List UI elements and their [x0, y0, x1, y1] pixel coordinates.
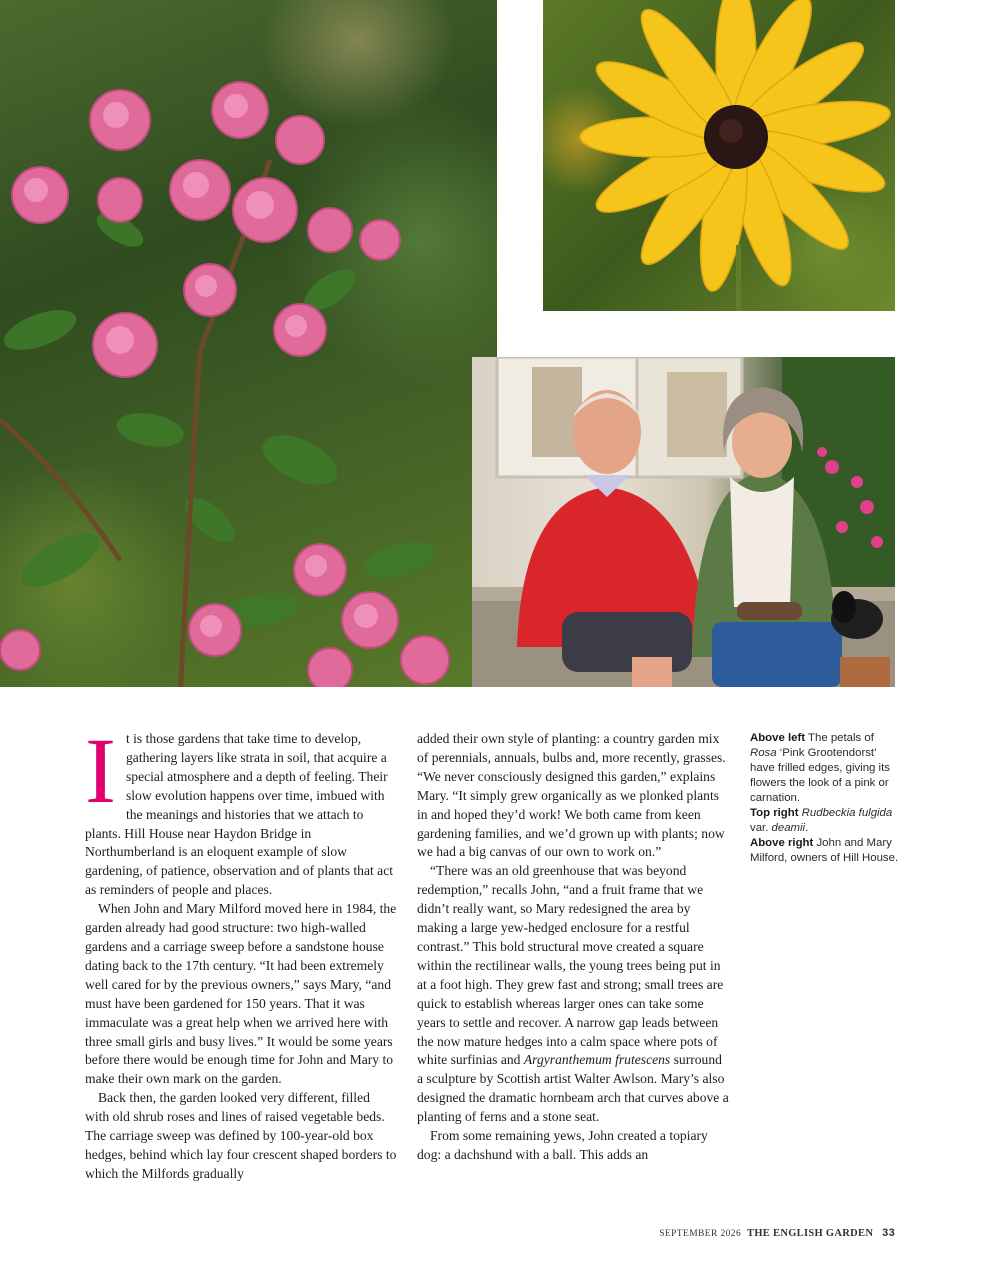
rudbeckia-illustration — [543, 0, 895, 311]
rose-photo — [0, 0, 497, 687]
caption-text: ‘Pink Grootendorst’ have frilled edges, giving its flowers the look of a pink or carnation. — [750, 747, 890, 804]
paragraph-4: added their own style of planting: a country garden mix of perennials, annuals, bulbs and, more recently, grasses. “We never consciously designed this garden,” explains Mary. “It simply grew organically as we plonked plants in and hoped they’d work! We both came from keen gardening families, and we’d grown up with plants; now we had a big canvas of our own to work on.” — [417, 731, 726, 860]
rudbeckia-photo — [543, 0, 895, 311]
paragraph-1 — [85, 720, 397, 900]
caption-text: The petals of — [805, 732, 874, 744]
rose-illustration — [0, 0, 497, 687]
paragraph-5 — [417, 862, 729, 1127]
paragraph-5-text-a: “There was an old greenhouse that was beyond redemption,” recalls John, “and a fruit frame that we didn’t really want, so Mary redesigned the area by making a large yew-hedged enclosure for a restful contrast.” This bold structural move created a square within the rectilinear walls, the young trees being put in at a foot high. They grew fast and strong; small trees are quick to establish whereas larger ones can take some years to settle and recover. A narrow gap leads between the now mature hedges into a calm space where pots of white surfinias and — [417, 863, 724, 1068]
rose-blooms — [0, 82, 449, 687]
caption-text: John and Mary Milford, owners of Hill House. — [750, 837, 899, 864]
caption-italic: Rosa — [750, 747, 777, 759]
caption-italic: Rudbeckia fulgida — [801, 807, 893, 819]
caption-text: . — [805, 822, 809, 834]
paragraph-3: Back then, the garden looked very different, filled with old shrub roses and lines of raised vegetable beds. The carriage sweep was defined by 100-year-old box hedges, behind which lay four crescent shaped borders to which the Milfords gradually — [85, 1090, 397, 1181]
portrait-photo — [472, 357, 895, 687]
caption-italic: deamii — [771, 822, 806, 834]
caption-label: Above right — [750, 837, 814, 849]
magazine-name: THE ENGLISH GARDEN — [747, 1228, 874, 1239]
article-column-1 — [85, 720, 397, 1184]
caption-top-right — [750, 806, 900, 836]
paragraph-2: When John and Mary Milford moved here in 1984, the garden already had good structure: two high-walled gardens and a carriage sweep before a sandstone house dating back to the 17th century. “It had been extremely well cared for by the previous owners,” says Mary, “and must have been gardened for 150 years. That it was immaculate was a great help when we arrived here with three small girls and busy lives.” It would be some years before there would be enough time for John and Mary to make their own mark on the garden. — [85, 901, 397, 1087]
issue-date: SEPTEMBER 2026 — [659, 1229, 742, 1239]
article-column-2 — [417, 730, 729, 1165]
caption-label: Top right — [750, 807, 799, 819]
portrait-illustration — [472, 357, 895, 687]
caption-above-right — [750, 836, 900, 866]
page-number: 33 — [882, 1227, 895, 1239]
paragraph-5-text-b: surround a sculpture by Scottish artist Walter Awlson. Mary’s also designed the dramatic hornbeam arch that curves above a planting of ferns and a stone seat. — [417, 1052, 729, 1125]
plant-name-italic: Argyranthemum frutescens — [523, 1052, 671, 1068]
paragraph-6: From some remaining yews, John created a topiary dog: a dachshund with a ball. This adds an — [417, 1128, 708, 1162]
caption-text: var. — [750, 822, 772, 834]
drop-cap: I — [85, 720, 116, 823]
page-footer — [659, 1227, 895, 1239]
caption-above-left — [750, 731, 900, 806]
photo-captions — [750, 731, 900, 866]
paragraph-1-text: t is those gardens that take time to develop, gathering layers like strata in soil, that acquire a special atmosphere and a depth of feeling. Their slow evolution happens over time, imbued with the meanings and histories that we attach to plants. Hill House near Haydon Bridge in Northumberland is an eloquent example of slow gardening, of patience, observation and of plants that act as reminders of people and places. — [85, 731, 394, 898]
caption-label: Above left — [750, 732, 806, 744]
